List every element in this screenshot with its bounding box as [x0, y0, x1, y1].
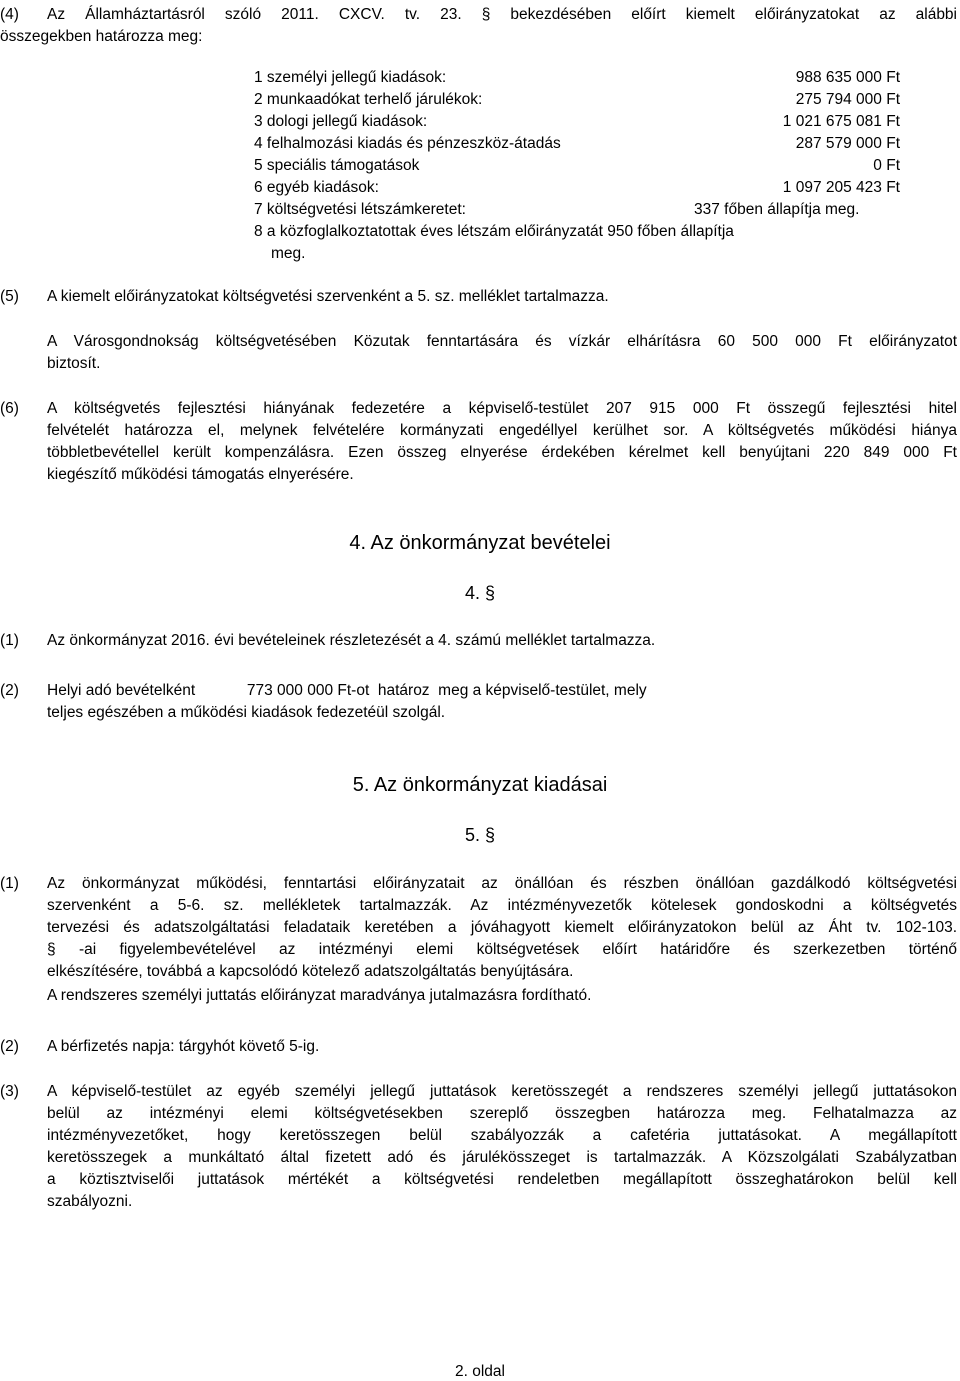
paragraph-text: A rendszeres személyi juttatás előirányzat maradványa jutalmazásra fordítható. — [47, 987, 592, 1004]
paragraph-number: (2) — [0, 682, 19, 699]
item-label: 5 speciális támogatások — [254, 157, 420, 174]
item-label: 4 felhalmozási kiadás és pénzeszköz-átadás — [254, 135, 561, 152]
paragraph-number: (5) — [0, 288, 19, 305]
paragraph-number: (6) — [0, 400, 19, 417]
paragraph-text: Helyi adó bevételként 773 000 000 Ft-ot határoz meg a képviselő-testület, mely — [47, 682, 647, 699]
item-value: 337 főben állapítja meg. — [694, 201, 860, 218]
paragraph-text: A költségvetés fejlesztési hiányának fedezetére a képviselő-testület 207 915 000 Ft összegű fejlesztési hitel — [47, 400, 957, 417]
paragraph-number: (2) — [0, 1038, 19, 1055]
paragraph-sign: 4. § — [464, 583, 496, 603]
paragraph-text: Az önkormányzat 2016. évi bevételeinek részletezését a 4. számú melléklet tartalmazza. — [47, 632, 656, 649]
paragraph-text: kiegészítő működési támogatás elnyerésére. — [47, 466, 354, 483]
paragraph-text: biztosít. — [47, 355, 101, 372]
list-item: 8 a közfoglalkoztatottak éves létszám előirányzatát 950 főben állapítja — [254, 223, 734, 240]
item-value: 0 Ft — [873, 157, 900, 174]
paragraph-text: a köztisztviselői juttatások mértékét a költségvetési rendeletben megállapított összeghatárokon belül kell — [47, 1171, 957, 1188]
section-title: 4. Az önkormányzat bevételei — [349, 532, 611, 554]
paragraph-number: (1) — [0, 875, 19, 892]
item-value: 1 097 205 423 Ft — [782, 179, 900, 196]
item-value: 988 635 000 Ft — [795, 69, 900, 86]
paragraph-text: tervezési és adatszolgáltatási feladataik keretében a jóváhagyott kiemelt előirányzatokon belül az Áht tv. 102-103. — [47, 919, 957, 936]
item-value: 275 794 000 Ft — [795, 91, 900, 108]
paragraph-text: többletbevétellel került kompenzálásra. Ezen összeg elnyerése érdekében kérelmet kell benyújtani 220 849 000 Ft — [47, 444, 957, 461]
paragraph-text: keretösszegek a munkáltató által fizetett adó és járulékösszeget is tartalmazzák. A Közszolgálati Szabályzatban — [47, 1149, 957, 1166]
page-number: 2. oldal — [455, 1363, 505, 1380]
item-value: 1 021 675 081 Ft — [782, 113, 900, 130]
paragraph-text: Az önkormányzat működési, fenntartási előirányzatait az önállóan és részben önállóan gazdálkodó költségvetési — [47, 875, 957, 892]
paragraph-text: teljes egészében a működési kiadások fedezetéül szolgál. — [47, 704, 446, 721]
item-label: 3 dologi jellegű kiadások: — [254, 113, 428, 130]
section-title: 5. Az önkormányzat kiadásai — [352, 774, 608, 796]
paragraph-text: belül az intézményi elemi költségvetésekben szereplő összegben határozza meg. Felhatalmazza az — [47, 1105, 957, 1122]
paragraph-text: A bérfizetés napja: tárgyhót követő 5-ig. — [47, 1038, 320, 1055]
list-item-continuation: meg. — [271, 245, 306, 262]
paragraph-text: A kiemelt előirányzatokat költségvetési szervenként a 5. sz. melléklet tartalmazza. — [47, 288, 609, 305]
item-label: 7 költségvetési létszámkeretet: — [254, 201, 466, 218]
paragraph-sign: 5. § — [464, 825, 496, 845]
paragraph-text: A Városgondnokság költségvetésében Közutak fenntartására és vízkár elhárításra 60 500 000 Ft előirányzatot — [47, 333, 957, 350]
paragraph-number: (1) — [0, 632, 19, 649]
paragraph-text: elkészítésére, továbbá a kapcsolódó kötelező adatszolgáltatás benyújtására. — [47, 963, 574, 980]
item-value: 287 579 000 Ft — [795, 135, 900, 152]
paragraph-text: felvételét határozza el, melynek felvételére kormányzati engedéllyel kerülhet sor. A költségvetés működési hiánya — [47, 422, 957, 439]
item-label: 6 egyéb kiadások: — [254, 179, 379, 196]
paragraph-text: Az Államháztartásról szóló 2011. CXCV. tv. 23. § bekezdésében előírt kiemelt előirányzatokat az alábbi — [47, 6, 957, 23]
paragraph-number: (3) — [0, 1083, 19, 1100]
item-label: 1 személyi jellegű kiadások: — [254, 69, 447, 86]
paragraph-text: intézményvezetőket, hogy keretösszegen belül szabályozzák a cafetéria juttatásokat. A megállapított — [47, 1127, 957, 1144]
paragraph-text: szervenként a 5-6. sz. mellékletek tartalmazzák. Az intézményvezetők kötelesek gondoskodni a költségvetés — [47, 897, 957, 914]
item-label: 2 munkaadókat terhelő járulékok: — [254, 91, 483, 108]
paragraph-text: § -ai figyelembevételével az intézményi elemi költségvetések előírt határidőre és szerkezetben történő — [47, 941, 957, 958]
paragraph-text: A képviselő-testület az egyéb személyi jellegű juttatások keretösszegét a rendszeres személyi jellegű juttatásokon — [47, 1083, 957, 1100]
paragraph-text: szabályozni. — [47, 1193, 133, 1210]
paragraph-number: (4) — [0, 6, 19, 23]
paragraph-text: összegekben határozza meg: — [0, 28, 203, 45]
